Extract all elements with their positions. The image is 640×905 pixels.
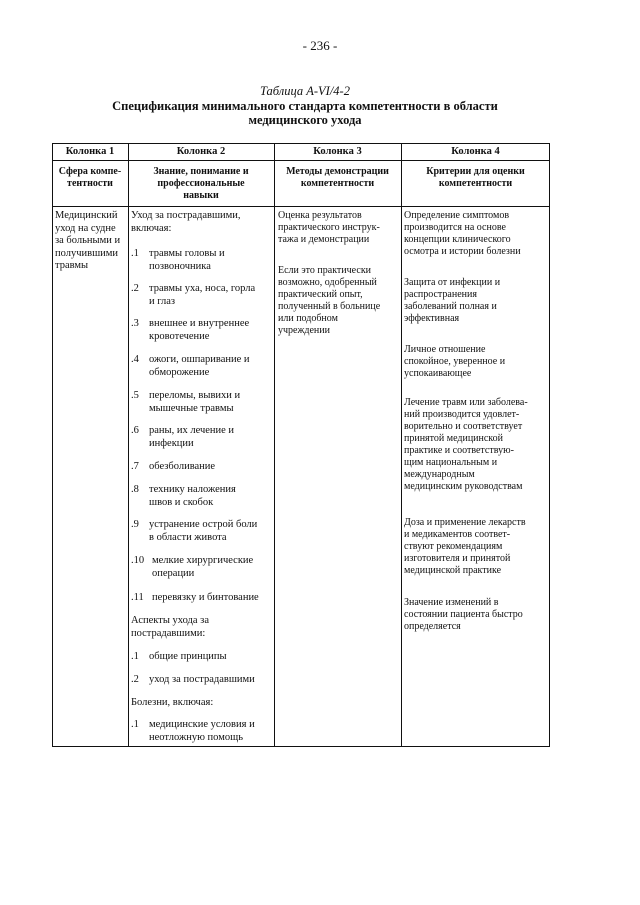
item-number: .11 xyxy=(131,592,144,603)
cell-line: эффективная xyxy=(404,313,460,324)
cell-line: Личное отношение xyxy=(404,344,486,355)
item-text: перевязку и бинтование xyxy=(152,592,259,603)
item-text: травмы головы и xyxy=(149,248,225,259)
cell-line: Доза и применение лекарств xyxy=(404,517,526,528)
column-divider xyxy=(274,143,275,747)
cell-line: получившими xyxy=(55,247,119,259)
column-divider xyxy=(128,143,129,747)
cell-line: полученный в больнице xyxy=(278,301,381,312)
criteria-paragraph xyxy=(404,597,546,633)
cell-line: щим национальным и xyxy=(404,457,498,468)
subheader-criteria xyxy=(401,166,550,190)
cell-line: практический опыт, xyxy=(278,289,363,300)
cell-line: заболеваний полная и xyxy=(404,301,497,312)
item-text: общие принципы xyxy=(149,651,227,662)
subheader-row-divider xyxy=(52,206,550,207)
cell-line: пострадавшими: xyxy=(131,627,206,639)
cell-line: концепции клинического xyxy=(404,234,511,245)
cell-line: Лечение травм или заболева- xyxy=(404,397,528,408)
item-text: неотложную помощь xyxy=(149,731,243,743)
item-number: .1 xyxy=(131,719,139,730)
item-number: .6 xyxy=(131,425,139,436)
subheader-line: Методы демонстрации xyxy=(286,166,389,177)
competence-area-cell xyxy=(55,210,127,273)
cell-line: определяется xyxy=(404,621,461,632)
criteria-paragraph xyxy=(404,277,546,325)
item-number: .7 xyxy=(131,461,139,472)
item-text: ожоги, ошпаривание и xyxy=(149,354,250,365)
column-header-3: Колонка 3 xyxy=(313,146,362,157)
cell-line: спокойное, уверенное и xyxy=(404,356,506,367)
item-text: обморожение xyxy=(149,366,210,378)
cell-line: травмы xyxy=(55,260,89,271)
column-header-1: Колонка 1 xyxy=(65,146,115,157)
item-number: .5 xyxy=(131,390,139,401)
item-text: обезболивание xyxy=(149,461,216,472)
item-number: .3 xyxy=(131,318,139,329)
item-number: .1 xyxy=(131,248,139,259)
cell-line: международным xyxy=(404,469,475,480)
criteria-paragraph xyxy=(404,344,546,380)
cell-line: Значение изменений в xyxy=(404,597,499,608)
item-text: устранение острой боли xyxy=(149,519,258,530)
item-text: мелкие хирургические xyxy=(152,555,254,566)
item-number: .10 xyxy=(131,555,145,566)
cell-line: Если это практически xyxy=(278,265,372,276)
cell-line: Определение симптомов xyxy=(404,210,510,221)
cell-line: учреждении xyxy=(278,325,330,336)
cell-line: осмотра и истории болезни xyxy=(404,246,521,257)
item-text: в области живота xyxy=(149,531,227,543)
subheader-line: Знание, понимание и xyxy=(153,166,249,177)
subheader-line: компетентности xyxy=(300,178,375,189)
cell-line: Аспекты ухода за xyxy=(131,615,209,626)
item-text: швов и скобок xyxy=(149,496,214,508)
cell-line: практике и соответствую- xyxy=(404,445,514,456)
cell-line: изготовителя и принятой xyxy=(404,553,511,564)
table-title-line: Спецификация минимального стандарта компетентности в области xyxy=(112,99,498,113)
subheader-competence-area xyxy=(52,166,128,190)
cell-line: и медикаментов соответ- xyxy=(404,529,511,540)
cell-line: успокаивающее xyxy=(404,368,472,379)
subheader-line: Критерии для оценки xyxy=(426,166,525,177)
subheader-line: Сфера компе- xyxy=(58,166,122,177)
item-text: травмы уха, носа, горла xyxy=(149,283,256,294)
cell-line: ний производится удовлет- xyxy=(404,409,520,420)
cell-line: тажа и демонстрации xyxy=(278,234,370,245)
method-paragraph xyxy=(278,265,400,337)
cell-line: Защита от инфекции и xyxy=(404,277,501,288)
item-number: .2 xyxy=(131,674,139,685)
item-number: .9 xyxy=(131,519,139,530)
cell-line: распространения xyxy=(404,289,477,300)
criteria-paragraph xyxy=(404,210,546,258)
cell-line: возможно, одобренный xyxy=(278,277,377,288)
cell-line: Болезни, включая: xyxy=(131,697,214,708)
item-text: мышечные травмы xyxy=(149,402,234,414)
cell-line: за больными и xyxy=(55,235,121,246)
cell-line: состоянии пациента быстро xyxy=(404,609,523,620)
criteria-paragraph xyxy=(404,517,546,577)
item-text: позвоночника xyxy=(149,260,211,272)
criteria-paragraph xyxy=(404,397,546,493)
cell-line: включая: xyxy=(131,222,172,234)
cell-line: уход на судне xyxy=(55,222,116,234)
item-text: операции xyxy=(152,567,195,579)
cell-line: производится на основе xyxy=(404,222,506,233)
cell-line: медицинским руководствам xyxy=(404,481,523,492)
cell-line: медицинской практике xyxy=(404,565,502,576)
column-header-4: Колонка 4 xyxy=(451,146,500,157)
header-row-divider xyxy=(52,160,550,161)
item-number: .8 xyxy=(131,484,139,495)
subheader-line: тентности xyxy=(67,178,113,189)
subheader-methods xyxy=(274,166,401,190)
item-number: .2 xyxy=(131,283,139,294)
subheader-line: навыки xyxy=(183,190,219,201)
item-text: внешнее и внутреннее xyxy=(149,318,250,329)
column-header-2: Колонка 2 xyxy=(176,146,226,157)
cell-line: Уход за пострадавшими, xyxy=(131,210,241,221)
subheader-line: компетентности xyxy=(438,178,513,189)
subheader-line: профессиональные xyxy=(157,178,245,189)
table-number: Таблица A-VI/4-2 xyxy=(260,84,350,98)
column-divider xyxy=(401,143,402,747)
item-text: уход за пострадавшими xyxy=(149,674,255,685)
item-text: инфекции xyxy=(149,437,194,449)
cell-line: Медицинский xyxy=(55,210,118,221)
table-title-line: медицинского ухода xyxy=(248,113,362,127)
page-number: - 236 - xyxy=(302,38,338,53)
item-number: .1 xyxy=(131,651,139,662)
aspects-heading xyxy=(131,615,273,640)
item-text: технику наложения xyxy=(149,484,236,495)
cell-line: или подобном xyxy=(278,313,338,324)
table-title xyxy=(95,99,515,127)
item-text: переломы, вывихи и xyxy=(149,390,241,401)
item-text: и глаз xyxy=(149,295,176,307)
cell-line: Оценка результатов xyxy=(278,210,362,221)
item-text: раны, их лечение и xyxy=(149,425,235,436)
diseases-heading xyxy=(131,697,273,710)
care-intro xyxy=(131,210,273,235)
cell-line: ворительно и соответствует xyxy=(404,421,523,432)
cell-line: принятой медицинской xyxy=(404,433,504,444)
subheader-knowledge xyxy=(128,166,274,202)
cell-line: ствуют рекомендациям xyxy=(404,541,503,552)
cell-line: практического инструк- xyxy=(278,222,380,233)
item-number: .4 xyxy=(131,354,139,365)
method-paragraph xyxy=(278,210,400,246)
item-text: кровотечение xyxy=(149,330,210,342)
item-text: медицинские условия и xyxy=(149,719,255,730)
